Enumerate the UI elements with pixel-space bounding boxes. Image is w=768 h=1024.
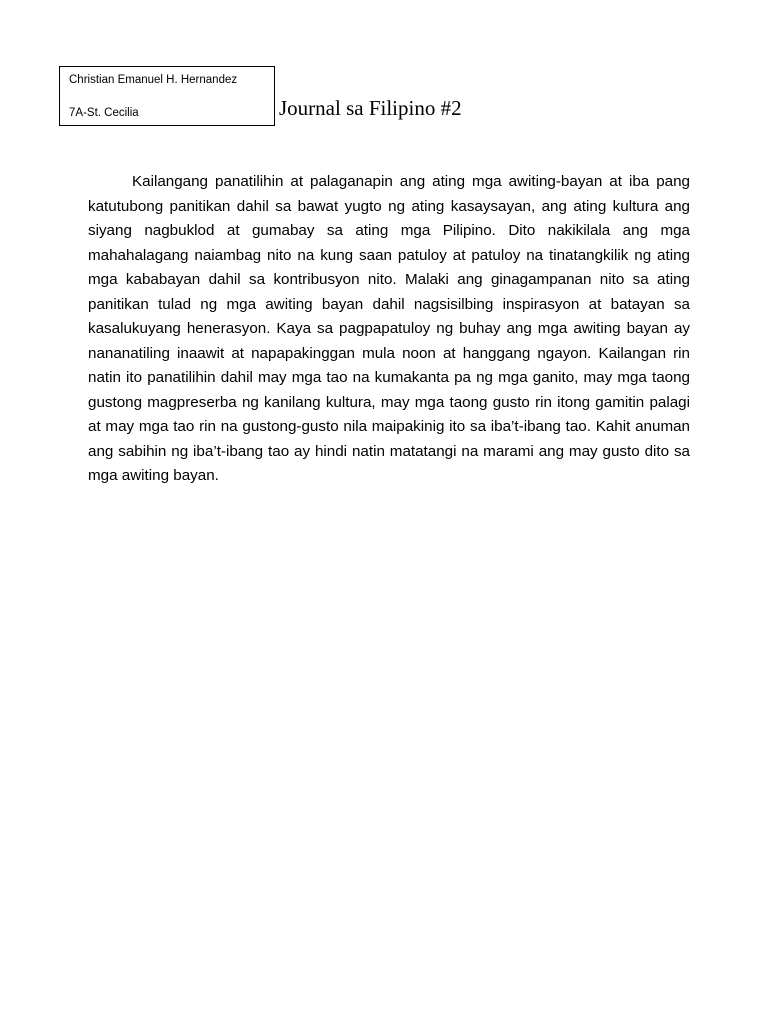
student-name: Christian Emanuel H. Hernandez xyxy=(69,74,238,86)
journal-paragraph: Kailangang panatilihin at palaganapin ang ating mga awiting-bayan at iba pang katutubong panitikan dahil sa bawat yugto ng ating kasaysayan, ang ating kultura ang siyang nagbuklod at gumabay sa ating mga Pilipino. Dito nakikilala ang mga mahahalagang naiambag nito na kung saan patuloy at patuloy na tinatangkilik ng ating mga kababayan dahil sa kontribusyon nito. Malaki ang ginagampanan nito sa ating panitikan tulad ng mga awiting bayan dahil nagsisilbing inspirasyon at batayan sa kasalukuyang henerasyon. Kaya sa pagpapatuloy ng buhay ang mga awiting bayan ay nananatiling inaawit at napapakinggan mula noon at hanggang ngayon. Kailangan rin natin ito panatilihin dahil may mga tao na kumakanta pa ng mga ganito, may mga taong gustong magpreserba ng kanilang kultura, may mga taong gusto rin itong gamitin palagi at may mga tao rin na gustong-gusto nila maipakinig ito sa iba’t-ibang tao. Kahit anuman ang sabihin ng iba’t-ibang tao ay hindi natin matatangi na marami ang may gusto dito sa mga awiting bayan. xyxy=(88,173,690,484)
student-section: 7A-St. Cecilia xyxy=(69,107,139,119)
student-info-box xyxy=(59,66,275,126)
page-title: Journal sa Filipino #2 xyxy=(279,96,462,120)
